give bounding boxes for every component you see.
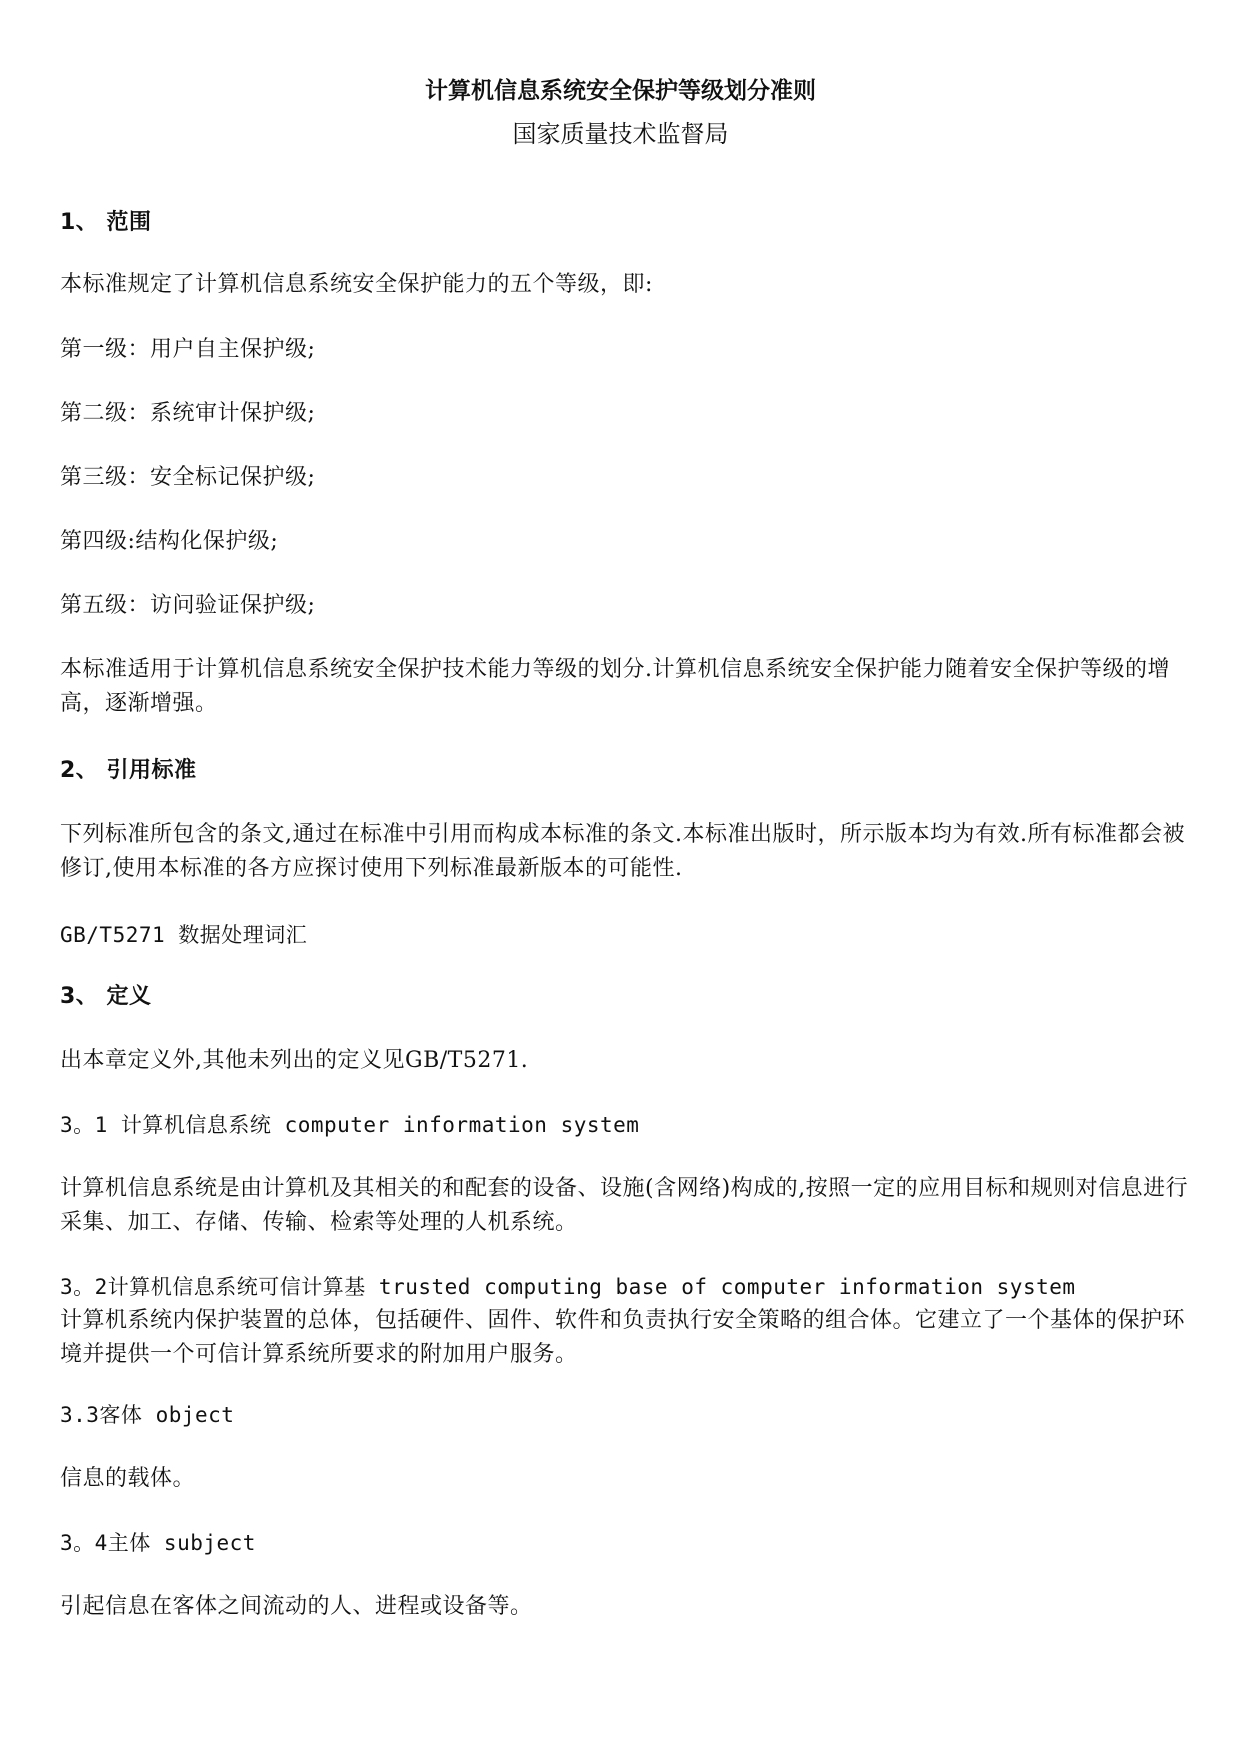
section-3-heading: 3、 定义: [60, 984, 152, 1009]
section-1-heading: 1、 范围: [60, 210, 152, 235]
section-3-intro: 出本章定义外,其他未列出的定义见GB/T5271.: [60, 1048, 529, 1073]
definition-3-4-term: 3。4主体 subject: [60, 1531, 256, 1555]
level-2: 第二级：系统审计保护级;: [60, 401, 316, 426]
definition-3-2-term: 3。2计算机信息系统可信计算基 trusted computing base of computer information system: [60, 1275, 1076, 1299]
definition-3-3-term: 3.3客体 object: [60, 1403, 235, 1427]
section-2-text: 下列标准所包含的条文,通过在标准中引用而构成本标准的条文.本标准出版时，所示版本均为有效.所有标准都会被修订,使用本标准的各方应探讨使用下列标准最新版本的可能性.: [60, 822, 1185, 881]
definition-3-1-text: 计算机信息系统是由计算机及其相关的和配套的设备、设施(含网络)构成的,按照一定的应用目标和规则对信息进行采集、加工、存储、传输、检索等处理的人机系统。: [60, 1176, 1189, 1235]
level-1: 第一级：用户自主保护级;: [60, 337, 316, 362]
level-3: 第三级：安全标记保护级;: [60, 465, 316, 490]
reference-gb-t5271: GB/T5271 数据处理词汇: [60, 923, 308, 947]
definition-3-3-text: 信息的载体。: [60, 1466, 196, 1491]
level-5: 第五级：访问验证保护级;: [60, 593, 316, 618]
section-1-intro: 本标准规定了计算机信息系统安全保护能力的五个等级，即:: [60, 272, 653, 297]
definition-3-2-text: 计算机系统内保护装置的总体，包括硬件、固件、软件和负责执行安全策略的组合体。它建立了一个基体的保护环境并提供一个可信计算系统所要求的附加用户服务。: [60, 1308, 1186, 1367]
section-2-heading: 2、 引用标准: [60, 758, 197, 783]
document-issuer: 国家质量技术监督局: [512, 120, 729, 148]
document-title: 计算机信息系统安全保护等级划分准则: [425, 78, 816, 104]
level-4: 第四级:结构化保护级;: [60, 529, 279, 554]
section-1-scope: 本标准适用于计算机信息系统安全保护技术能力等级的划分.计算机信息系统安全保护能力随着安全保护等级的增高，逐渐增强。: [60, 657, 1170, 716]
definition-3-1-term: 3。1 计算机信息系统 computer information system: [60, 1113, 640, 1137]
definition-3-4-text: 引起信息在客体之间流动的人、进程或设备等。: [60, 1594, 533, 1619]
